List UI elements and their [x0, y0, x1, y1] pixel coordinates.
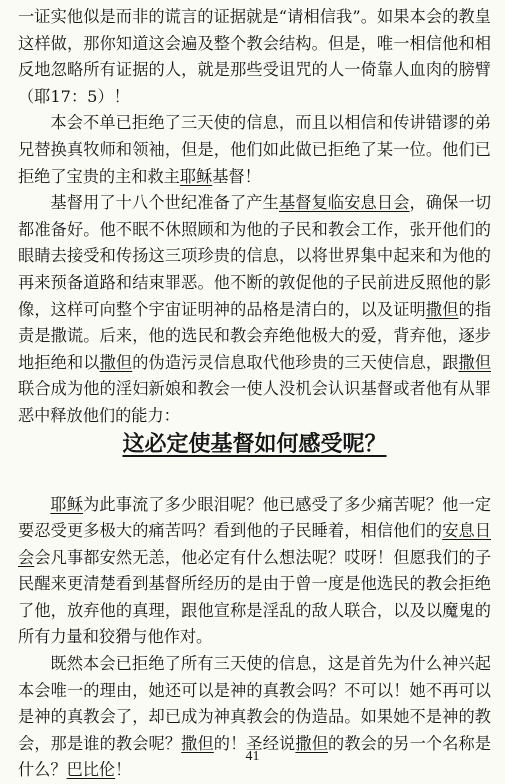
underlined-term: 撒但 [459, 353, 492, 372]
underlined-term: 基督复临安息日会 [279, 193, 410, 212]
page-number: 41 [0, 749, 505, 765]
paragraph [18, 4, 491, 110]
text-run: 一证实他似是而非的谎言的证据就是“请相信我”。如果本会的教皇这样做，那你知道这会遍及整个教会结构。但是，唯一相信他和相反地忽略所有证据的人，就是那些受诅咒的人一倚靠人血肉的膀臂（耶17：5）！ [18, 7, 491, 106]
text-run: 为此事流了多少眼泪呢？他已感受了多少痛苦呢？他一定要忍受更多极大的痛苦吗？看到他的子民睡着，相信他们的 [18, 495, 491, 541]
section-heading-text: 这必定使基督如何感受呢？ [122, 432, 386, 457]
text-run: 既然本会已拒绝了所有三天使的信息，这是首先为什么神兴起本会唯一的理由，她还可以是神的真教会吗？不可以！她不再可以是神的真教会了，却已成为神真教会的伪造品。如果她不是神的教会，那是谁的教会呢？ [18, 654, 491, 753]
text-run: 的！圣经说 [214, 734, 296, 753]
text-run: 联合成为他的淫妇新娘和教会一使人没机会认识基督或者他有从罪恶中释放他们的能力： [18, 379, 491, 425]
underlined-term: 巴比伦 [67, 760, 116, 779]
text-run: ！ [115, 760, 131, 779]
underlined-term: 撒但 [181, 734, 214, 753]
paragraph [18, 492, 491, 652]
text-run: ，确保一切都准备好。他不眠不休照顾和为他的子民和教会工作，张开他们的眼睛去接受和传扬这三项珍贵的信息，以将世界集中起来和为他的再来预备道路和结束罪恶。他不断的敦促他的子民前进反照他的影像，这样可向整个宇宙证明神的品格是清白的，以及证明 [18, 193, 491, 318]
text-run: 基督！ [212, 167, 261, 186]
underlined-term: 耶稣 [180, 167, 212, 186]
underlined-term: 撒但 [426, 300, 459, 319]
underlined-term: 撒但 [100, 353, 133, 372]
text-run: 的伪造污灵信息取代他珍贵的三天使信息，跟 [132, 353, 458, 372]
underlined-term: 撒但 [295, 734, 328, 753]
section-heading [18, 432, 491, 458]
text-run: 会凡事都安然无恙，他必定有什么想法呢？哎呀！但愿我们的子民醒来更清楚看到基督所经历的是由于曾一度是他选民的教会拒绝了他，放弃他的真理，跟他宣称是淫乱的敌人联合，以及以魔鬼的所有力量和狡猾与他作对。 [18, 548, 491, 647]
text-run: 本会不单已拒绝了三天使的信息，而且以相信和传讲错谬的弟兄替换真牧师和领袖，但是，他们如此做已拒绝了某一位。他们已拒绝了宝贵的主和救主 [18, 113, 491, 185]
text-run: 基督用了十八个世纪准备了产生 [50, 193, 279, 212]
text-block-top [18, 4, 491, 430]
text-run: 的指责是撒谎。后来，他的选民和教会弃绝他极大的爱，背弃他，逐步地拒绝和以 [18, 300, 491, 372]
underlined-term: 安息日会 [18, 521, 491, 567]
paragraph [18, 110, 491, 190]
text-run: 的教会的另一个名称是什么？ [18, 734, 491, 780]
paragraph [18, 190, 491, 429]
underlined-term: 耶稣 [50, 495, 83, 514]
text-block-bottom [18, 492, 491, 784]
